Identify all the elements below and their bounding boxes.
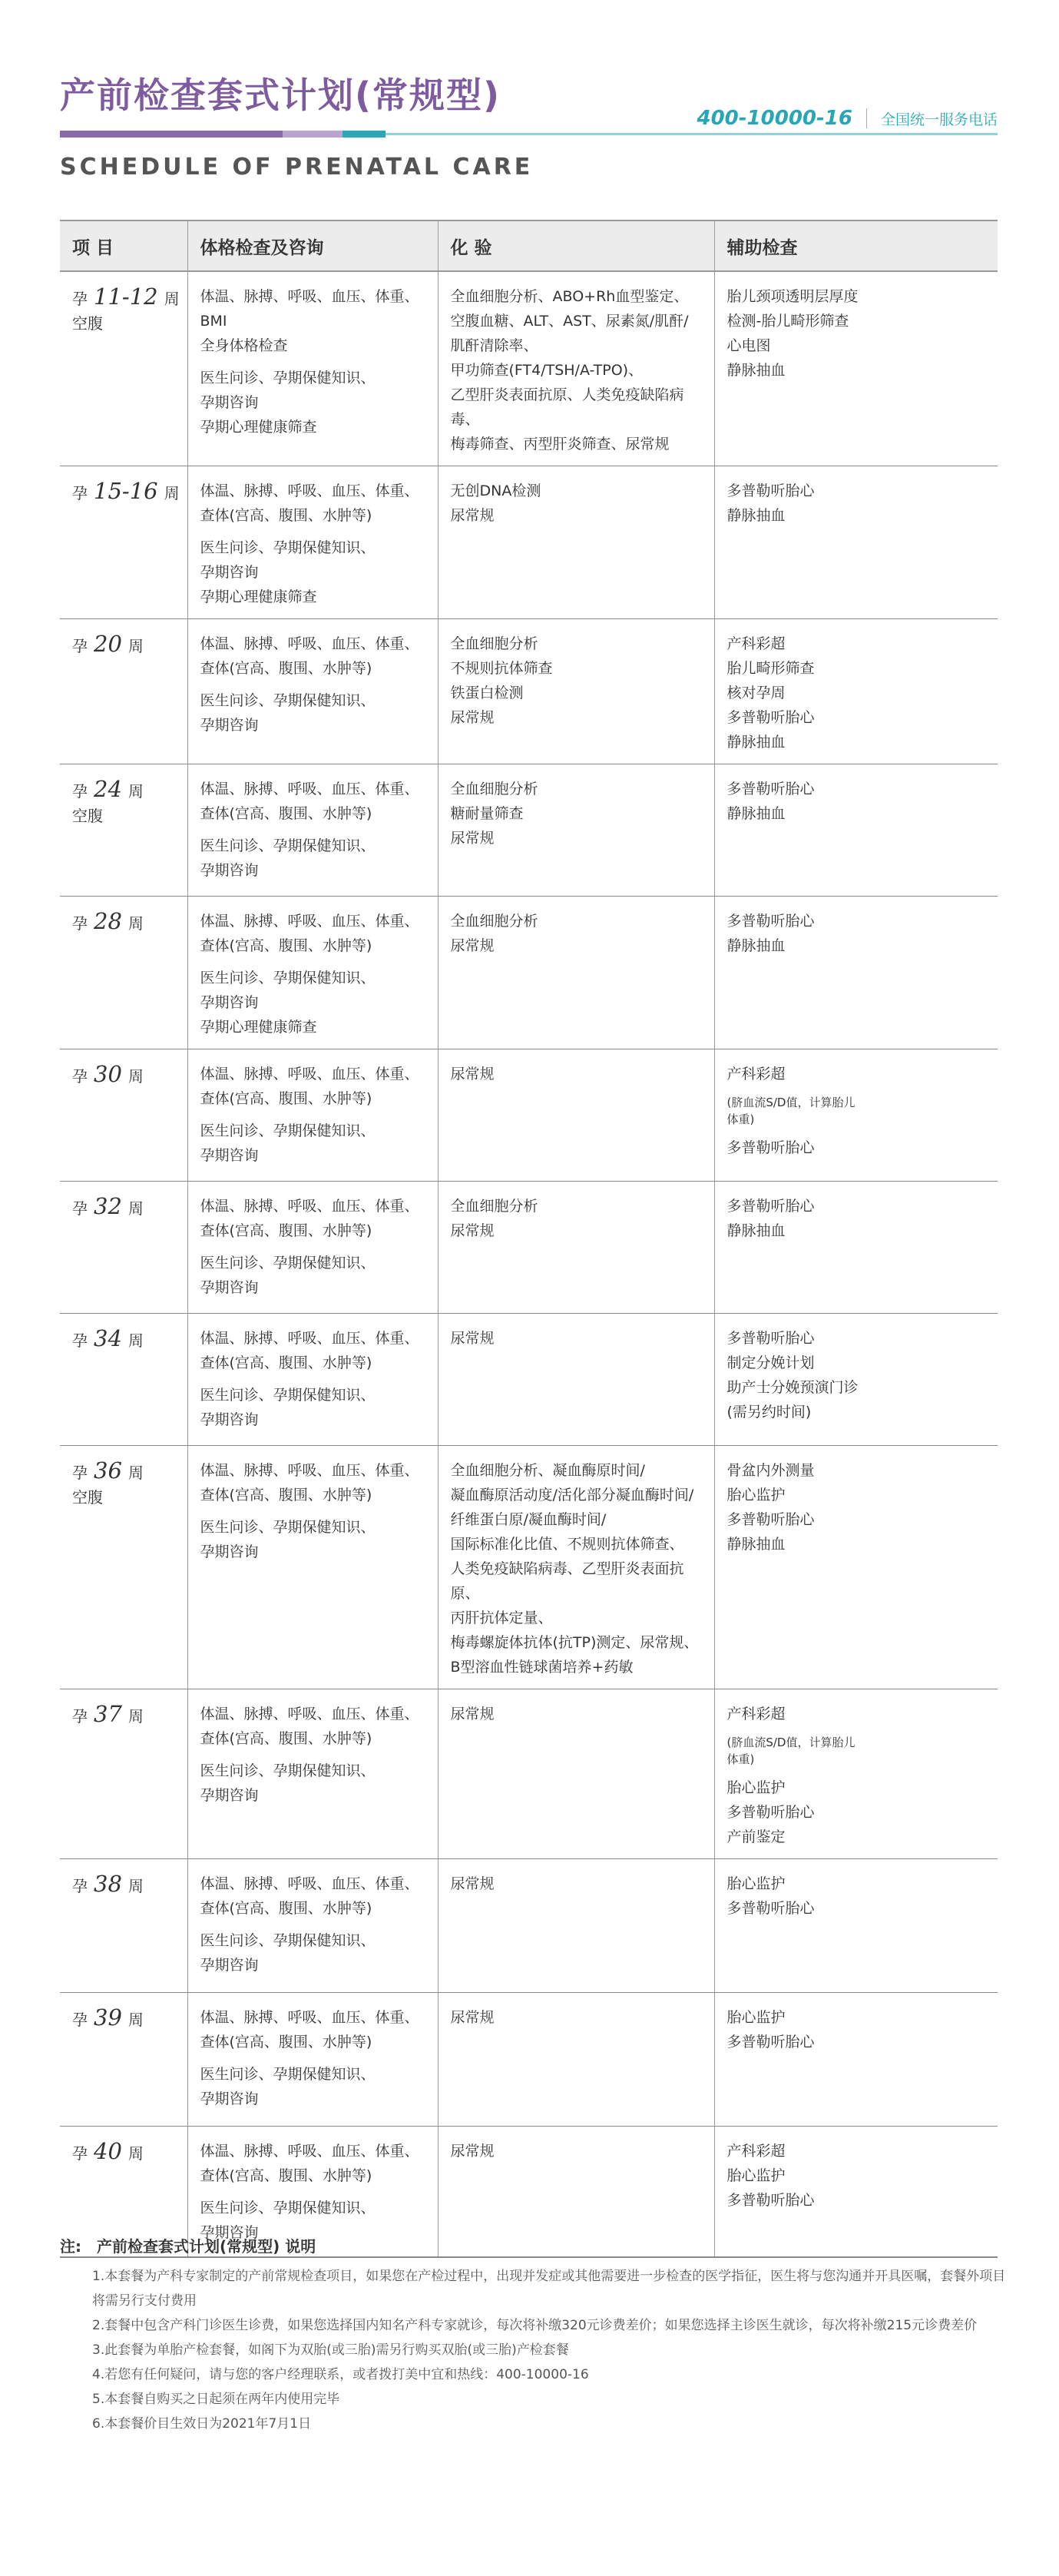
week-cell — [60, 1182, 187, 1314]
week-number: 24 — [94, 776, 122, 802]
week-label — [72, 2005, 177, 2032]
lab-text: 尿常规 — [450, 1875, 495, 1892]
note-item: 2.套餐中包含产科门诊医生诊费，如果您选择国内知名产科专家就诊，每次将补缴320元诊费差价；如果您选择主诊医生就诊，每次将补缴215元诊费差价 — [92, 2318, 978, 2333]
table-row — [60, 1859, 998, 1993]
week-suffix: 周 — [127, 1331, 144, 1350]
lab-text: 全血细胞分析 不规则抗体筛查 铁蛋白检测 尿常规 — [450, 635, 553, 726]
schedule-table — [60, 220, 998, 2258]
auxiliary-exam-cell — [714, 466, 998, 619]
lab-text: 全血细胞分析、ABO+Rh血型鉴定、 空腹血糖、ALT、AST、尿素氮/肌酐/ 肌酐清除率、 甲功筛查(FT4/TSH/A-TPO)、 乙型肝炎表面抗原、人类免疫缺陷病毒、 梅毒筛查、丙型肝炎筛查、尿常规 — [450, 288, 689, 453]
aux-text: 胎心监护 多普勒听胎心 — [726, 2009, 815, 2051]
auxiliary-exam-cell — [714, 1314, 998, 1446]
week-suffix: 周 — [164, 290, 180, 308]
auxiliary-exam-cell — [714, 619, 998, 764]
aux-text: 胎心监护 多普勒听胎心 产前鉴定 — [726, 1779, 815, 1845]
lab-text: 全血细胞分析 尿常规 — [450, 1198, 538, 1239]
physical-text: 体温、脉搏、呼吸、血压、体重、 查体(宫高、腹围、水肿等) — [200, 635, 419, 677]
bar-segment-purple — [60, 131, 283, 138]
table-row — [60, 764, 998, 897]
physical-text: 体温、脉搏、呼吸、血压、体重、BMI 全身体格检查 — [200, 288, 419, 354]
week-number: 32 — [94, 1193, 122, 1219]
week-cell — [60, 1689, 187, 1859]
week-label — [72, 2139, 177, 2166]
lab-text: 尿常规 — [450, 1066, 495, 1082]
week-prefix: 孕 — [72, 290, 88, 308]
notes-heading — [60, 2234, 1012, 2256]
week-label — [72, 632, 177, 658]
week-suffix: 周 — [127, 637, 144, 655]
physical-text: 体温、脉搏、呼吸、血压、体重、 查体(宫高、腹围、水肿等) — [200, 781, 419, 822]
week-number: 11-12 — [94, 283, 158, 310]
week-number: 30 — [94, 1061, 122, 1087]
physical-exam-cell — [187, 1859, 438, 1993]
aux-text: 多普勒听胎心 静脉抽血 — [726, 913, 815, 954]
physical-text: 医生问诊、孕期保健知识、 孕期咨询 孕期心理健康筛查 — [200, 970, 376, 1036]
physical-text: 医生问诊、孕期保健知识、 孕期咨询 — [200, 1762, 376, 1804]
physical-text: 医生问诊、孕期保健知识、 孕期咨询 — [200, 1519, 376, 1560]
physical-text: 体温、脉搏、呼吸、血压、体重、 查体(宫高、腹围、水肿等) — [200, 1875, 419, 1917]
week-prefix: 孕 — [72, 1199, 88, 1218]
lab-test-cell — [438, 1689, 714, 1859]
aux-text: 胎心监护 多普勒听胎心 — [726, 1875, 815, 1917]
week-label — [72, 909, 177, 936]
physical-exam-cell — [187, 764, 438, 897]
week-suffix: 周 — [127, 1707, 144, 1726]
aux-text: 产科彩超 胎儿畸形筛查 核对孕周 多普勒听胎心 静脉抽血 — [726, 635, 815, 751]
week-prefix: 孕 — [72, 782, 88, 801]
week-number: 36 — [94, 1457, 122, 1484]
week-cell — [60, 271, 187, 466]
week-prefix: 孕 — [72, 914, 88, 933]
aux-text: 多普勒听胎心 — [726, 1139, 815, 1156]
physical-text: 医生问诊、孕期保健知识、 孕期咨询 — [200, 1932, 376, 1974]
aux-text: 产科彩超 胎心监护 多普勒听胎心 — [726, 2143, 815, 2209]
week-prefix: 孕 — [72, 484, 88, 502]
table-row — [60, 1689, 998, 1859]
fasting-note: 空腹 — [72, 1488, 103, 1507]
auxiliary-exam-cell — [714, 1993, 998, 2127]
week-prefix: 孕 — [72, 1067, 88, 1086]
week-label — [72, 1062, 177, 1089]
physical-exam-cell — [187, 271, 438, 466]
aux-text: 多普勒听胎心 静脉抽血 — [726, 1198, 815, 1239]
week-prefix: 孕 — [72, 1464, 88, 1482]
week-prefix: 孕 — [72, 1877, 88, 1895]
note-item: 5.本套餐自购买之日起须在两年内使用完毕 — [92, 2392, 340, 2407]
week-cell — [60, 1859, 187, 1993]
lab-text: 全血细胞分析 糖耐量筛查 尿常规 — [450, 781, 538, 847]
week-cell — [60, 764, 187, 897]
week-prefix: 孕 — [72, 637, 88, 655]
notes-section — [60, 2234, 1012, 2436]
lab-test-cell — [438, 619, 714, 764]
aux-text: 产科彩超 — [726, 1066, 786, 1082]
notes-title: 产前检查套式计划(常规型) 说明 — [97, 2237, 316, 2256]
week-prefix: 孕 — [72, 1707, 88, 1726]
lab-text: 尿常规 — [450, 1706, 495, 1722]
physical-text: 医生问诊、孕期保健知识、 孕期咨询 — [200, 1387, 376, 1428]
lab-test-cell — [438, 271, 714, 466]
auxiliary-exam-cell — [714, 897, 998, 1049]
auxiliary-exam-cell — [714, 271, 998, 466]
hotline-divider — [866, 108, 867, 128]
title-color-bar — [60, 131, 998, 138]
lab-text: 尿常规 — [450, 2143, 495, 2160]
week-prefix: 孕 — [72, 1331, 88, 1350]
auxiliary-exam-cell — [714, 1049, 998, 1182]
week-prefix: 孕 — [72, 2011, 88, 2029]
table-row — [60, 1993, 998, 2127]
lab-test-cell — [438, 1182, 714, 1314]
fasting-note: 空腹 — [72, 807, 103, 825]
week-label — [72, 283, 180, 311]
aux-text: 胎儿颈项透明层厚度 检测-胎儿畸形筛查 心电图 静脉抽血 — [726, 288, 859, 379]
lab-test-cell — [438, 897, 714, 1049]
physical-exam-cell — [187, 1314, 438, 1446]
physical-text: 医生问诊、孕期保健知识、 孕期咨询 — [200, 2066, 376, 2107]
schedule-body — [60, 271, 998, 2257]
table-row — [60, 897, 998, 1049]
week-suffix: 周 — [127, 914, 144, 933]
physical-text: 医生问诊、孕期保健知识、 孕期咨询 孕期心理健康筛查 — [200, 539, 376, 605]
note-item: 3.此套餐为单胎产检套餐，如阁下为双胎(或三胎)需另行购买双胎(或三胎)产检套餐 — [92, 2342, 569, 2358]
week-number: 34 — [94, 1325, 122, 1351]
lab-text: 尿常规 — [450, 2009, 495, 2026]
lab-text: 尿常规 — [450, 1330, 495, 1347]
lab-text: 全血细胞分析、凝血酶原时间/ 凝血酶原活动度/活化部分凝血酶时间/ 纤维蛋白原/凝血酶时间/ 国际标准化比值、不规则抗体筛查、 人类免疫缺陷病毒、乙型肝炎表面抗原、 丙肝抗体定量、 梅毒螺旋体抗体(抗TP)测定、尿常规、 B型溶血性链球菌培养+药敏 — [450, 1462, 699, 1676]
auxiliary-exam-cell — [714, 1446, 998, 1689]
aux-text: (脐血流S/D值，计算胎儿 体重) — [726, 1096, 855, 1126]
bar-segment-teal — [343, 131, 386, 138]
page-subtitle: SCHEDULE OF PRENATAL CARE — [60, 154, 534, 181]
bar-segment-light-teal — [386, 133, 998, 135]
physical-text: 体温、脉搏、呼吸、血压、体重、 查体(宫高、腹围、水肿等) — [200, 913, 419, 954]
table-row — [60, 1182, 998, 1314]
week-label — [72, 1458, 177, 1485]
week-suffix: 周 — [127, 1464, 144, 1482]
notes-prefix: 注: — [60, 2237, 81, 2256]
auxiliary-exam-cell — [714, 1859, 998, 1993]
week-label — [72, 1326, 177, 1353]
auxiliary-exam-cell — [714, 1689, 998, 1859]
aux-text: 多普勒听胎心 静脉抽血 — [726, 781, 815, 822]
table-row — [60, 1314, 998, 1446]
week-cell — [60, 619, 187, 764]
lab-test-cell — [438, 1859, 714, 1993]
table-row — [60, 1049, 998, 1182]
week-suffix: 周 — [127, 1067, 144, 1086]
week-prefix: 孕 — [72, 2144, 88, 2163]
week-label — [72, 1702, 177, 1729]
table-row — [60, 271, 998, 466]
week-suffix: 周 — [164, 484, 180, 502]
page-title: 产前检查套式计划(常规型) — [60, 75, 501, 116]
hotline — [697, 107, 998, 130]
week-label — [72, 777, 177, 804]
physical-text: 医生问诊、孕期保健知识、 孕期咨询 — [200, 837, 376, 879]
physical-exam-cell — [187, 466, 438, 619]
fasting-note: 空腹 — [72, 314, 103, 333]
week-cell — [60, 1446, 187, 1689]
table-header-row — [60, 220, 998, 271]
hotline-label: 全国统一服务电话 — [880, 111, 998, 128]
week-cell — [60, 897, 187, 1049]
lab-text: 全血细胞分析 尿常规 — [450, 913, 538, 954]
week-suffix: 周 — [127, 2011, 144, 2029]
week-label — [72, 1871, 177, 1898]
table-row — [60, 619, 998, 764]
aux-text: (脐血流S/D值，计算胎儿 体重) — [726, 1736, 855, 1766]
lab-test-cell — [438, 764, 714, 897]
col-header-aux: 辅助检查 — [714, 220, 998, 271]
week-cell — [60, 466, 187, 619]
week-label — [72, 478, 180, 506]
lab-test-cell — [438, 1993, 714, 2127]
col-header-lab: 化 验 — [438, 220, 714, 271]
table-row — [60, 1446, 998, 1689]
physical-text: 体温、脉搏、呼吸、血压、体重、 查体(宫高、腹围、水肿等) — [200, 1462, 419, 1503]
lab-text: 无创DNA检测 尿常规 — [450, 482, 541, 524]
physical-text: 体温、脉搏、呼吸、血压、体重、 查体(宫高、腹围、水肿等) — [200, 1066, 419, 1107]
physical-text: 医生问诊、孕期保健知识、 孕期咨询 — [200, 692, 376, 734]
col-header-physical: 体格检查及咨询 — [187, 220, 438, 271]
week-suffix: 周 — [127, 1877, 144, 1895]
week-number: 39 — [94, 2004, 122, 2031]
physical-exam-cell — [187, 1993, 438, 2127]
week-suffix: 周 — [127, 2144, 144, 2163]
week-number: 15-16 — [94, 478, 158, 504]
physical-text: 医生问诊、孕期保健知识、 孕期咨询 — [200, 1122, 376, 1164]
physical-exam-cell — [187, 1182, 438, 1314]
physical-exam-cell — [187, 1049, 438, 1182]
bar-segment-light-purple — [283, 131, 343, 138]
week-cell — [60, 1049, 187, 1182]
notes-list — [60, 2264, 1012, 2436]
aux-text: 产科彩超 — [726, 1706, 786, 1722]
table-row — [60, 466, 998, 619]
week-cell — [60, 1314, 187, 1446]
note-item: 4.若您有任何疑问，请与您的客户经理联系，或者拨打美中宜和热线：400-10000-16 — [92, 2367, 589, 2382]
col-header-item: 项 目 — [60, 220, 187, 271]
week-suffix: 周 — [127, 782, 144, 801]
lab-test-cell — [438, 1049, 714, 1182]
week-number: 38 — [94, 1871, 122, 1897]
week-number: 40 — [94, 2138, 122, 2164]
physical-text: 医生问诊、孕期保健知识、 孕期咨询 — [200, 1255, 376, 1296]
aux-text: 骨盆内外测量 胎心监护 多普勒听胎心 静脉抽血 — [726, 1462, 815, 1553]
lab-test-cell — [438, 1446, 714, 1689]
physical-exam-cell — [187, 897, 438, 1049]
physical-text: 体温、脉搏、呼吸、血压、体重、 查体(宫高、腹围、水肿等) — [200, 1706, 419, 1747]
physical-exam-cell — [187, 619, 438, 764]
note-item: 6.本套餐价目生效日为2021年7月1日 — [92, 2416, 312, 2432]
auxiliary-exam-cell — [714, 1182, 998, 1314]
physical-exam-cell — [187, 1689, 438, 1859]
week-cell — [60, 1993, 187, 2127]
aux-text: 多普勒听胎心 静脉抽血 — [726, 482, 815, 524]
physical-text: 体温、脉搏、呼吸、血压、体重、 查体(宫高、腹围、水肿等) — [200, 2143, 419, 2184]
physical-text: 体温、脉搏、呼吸、血压、体重、 查体(宫高、腹围、水肿等) — [200, 482, 419, 524]
note-item: 1.本套餐为产科专家制定的产前常规检查项目，如果您在产检过程中，出现并发症或其他需要进一步检查的医学指征，医生将与您沟通并开具医嘱，套餐外项目将需另行支付费用 — [92, 2269, 1006, 2309]
week-number: 28 — [94, 908, 122, 934]
week-label — [72, 1194, 177, 1221]
hotline-number[interactable]: 400-10000-16 — [697, 107, 852, 130]
physical-text: 体温、脉搏、呼吸、血压、体重、 查体(宫高、腹围、水肿等) — [200, 1198, 419, 1239]
physical-text: 医生问诊、孕期保健知识、 孕期咨询 — [200, 2200, 376, 2241]
week-number: 20 — [94, 631, 122, 657]
physical-text: 医生问诊、孕期保健知识、 孕期咨询 孕期心理健康筛查 — [200, 370, 376, 436]
aux-text: 多普勒听胎心 制定分娩计划 助产士分娩预演门诊 (需另约时间) — [726, 1330, 859, 1421]
physical-exam-cell — [187, 1446, 438, 1689]
week-suffix: 周 — [127, 1199, 144, 1218]
physical-text: 体温、脉搏、呼吸、血压、体重、 查体(宫高、腹围、水肿等) — [200, 2009, 419, 2051]
auxiliary-exam-cell — [714, 764, 998, 897]
lab-test-cell — [438, 466, 714, 619]
physical-text: 体温、脉搏、呼吸、血压、体重、 查体(宫高、腹围、水肿等) — [200, 1330, 419, 1371]
week-number: 37 — [94, 1701, 122, 1727]
lab-test-cell — [438, 1314, 714, 1446]
